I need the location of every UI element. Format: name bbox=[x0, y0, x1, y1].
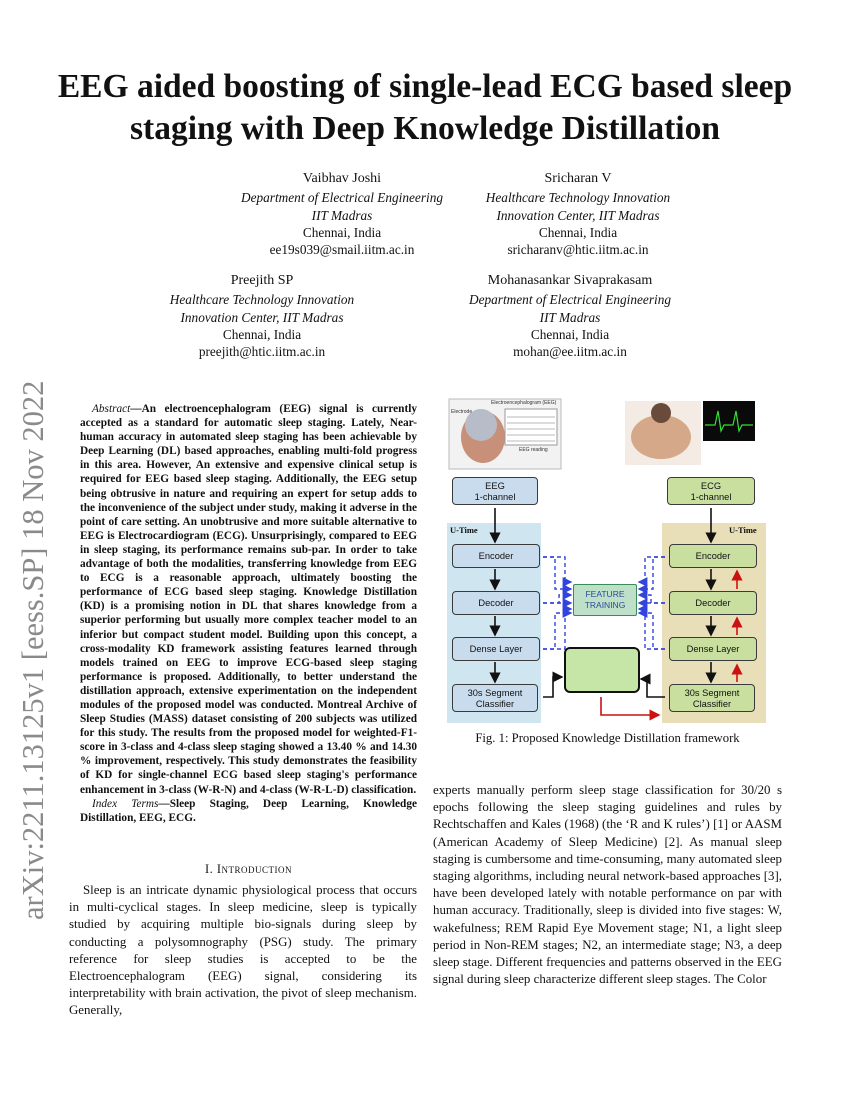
teacher-encoder: Encoder bbox=[452, 544, 540, 568]
author-location: Chennai, India bbox=[530, 326, 610, 342]
arrow bbox=[641, 679, 665, 697]
author-email: preejith@htic.iitm.ac.in bbox=[198, 344, 326, 360]
author-inst: IIT Madras bbox=[539, 309, 601, 325]
paper-title: EEG aided boosting of single-lead ECG based sleep staging with Deep Knowledge Distillation bbox=[57, 68, 793, 147]
arrow bbox=[543, 677, 562, 697]
student-dense-layer: Dense Layer bbox=[669, 637, 757, 661]
author-location: Chennai, India bbox=[222, 326, 302, 342]
author-3 bbox=[112, 272, 412, 360]
intro-text: Sleep is an intricate dynamic physiological process that occurs in multi-cyclical stages. In sleep medicine, sleep is typically studied by acquiring multiple bio-signals during sleep by conducting a polysomnography (PSG) study. The primary reference for sleep studies is accepted to be the Electroencephalogram (EEG) signal, considering its interpretability with brain activation, the pivot of sleep mechanism. Generally, bbox=[69, 883, 417, 1018]
abstract bbox=[80, 402, 417, 825]
student-decoder: Decoder bbox=[669, 591, 757, 615]
author-location: Chennai, India bbox=[302, 224, 382, 240]
author-email: sricharanv@htic.iitm.ac.in bbox=[507, 242, 649, 258]
author-dept: Department of Electrical Engineering bbox=[469, 292, 671, 308]
person-head-icon bbox=[651, 403, 671, 423]
author-name: Preejith SP bbox=[230, 273, 294, 288]
author-name: Sricharan V bbox=[544, 171, 612, 186]
eeg-input-box: EEG 1-channel bbox=[452, 477, 538, 505]
feature-training-box: FEATURE TRAINING bbox=[573, 584, 637, 616]
index-terms-label: Index Terms bbox=[92, 797, 159, 810]
teacher-dense-layer: Dense Layer bbox=[452, 637, 540, 661]
author-email: ee19s039@smail.iitm.ac.in bbox=[269, 242, 415, 258]
author-inst: Innovation Center, IIT Madras bbox=[496, 207, 660, 223]
author-inst: Innovation Center, IIT Madras bbox=[180, 309, 344, 325]
arxiv-stamp: arXiv:2211.13125v1 [eess.SP] 18 Nov 2022 bbox=[16, 380, 50, 920]
arrow bbox=[543, 613, 571, 649]
section-title: I. Introduction bbox=[205, 862, 292, 876]
index-terms-text: —Sleep Staging, Deep Learning, Knowledge Distillation, EEG, ECG. bbox=[80, 797, 417, 824]
author-2 bbox=[428, 170, 728, 258]
author-email: mohan@ee.iitm.ac.in bbox=[513, 344, 627, 360]
ecg-input-box: ECG 1-channel bbox=[667, 477, 755, 505]
arrow bbox=[639, 595, 665, 603]
author-name: Mohanasankar Sivaprakasam bbox=[487, 273, 653, 288]
arrow bbox=[639, 613, 665, 649]
arrow bbox=[639, 609, 665, 649]
utime-left-label: U-Time bbox=[450, 525, 478, 535]
eeg-monitor-icon bbox=[505, 409, 557, 445]
abstract-text: —An electroencephalogram (EEG) signal is currently accepted as a standard for automatic sleep staging. Lately, Near-human accuracy in automated sleep staging has been achievable by Deep Learning (DL) based approaches, enabling multi-fold progress in this area. However, An extensive and expensive clinical setup is required for EEG based sleep staging. Additionally, the EEG setup being obtrusive in nature and requiring an expert for setup adds to the inconvenience of the subject under study, making it adverse in the point of care setting. An unobtrusive and more suitable alternative to EEG is Electrocardiogram (ECG). Unsurprisingly, compared to EEG in sleep staging, its performance remains sub-par. In order to take advantage of both the modalities, transferring knowledge from EEG to ECG is a reasonable approach, ultimately boosting the performance of ECG based sleep staging. Knowledge Distillation (KD) is a promising notion in DL that shares knowledge from a superior performing but usually more complex teacher model to an inferior but compact student model. Building upon this concept, a cross-modality KD framework assisting features learned through models trained on EEG to improve ECG-based sleep staging performance is proposed. Additionally, to better understand the distillation approach, extensive experimentation on the independent modules of the proposed model was conducted. Montreal Archive of Sleep Studies (MASS) dataset consisting of 200 subjects was utilized for this study. The results from the proposed model for weighted-F1-score in 3-class and 4-class sleep staging showed a 13.40 % and 14.30 % improvement, respectively. This study demonstrates the feasibility of KD for single-channel ECG based sleep staging's performance enhancement in 3-class (W-R-N) and 4-class (W-R-L-D) classification. bbox=[80, 403, 417, 796]
teacher-classifier: 30s Segment Classifier bbox=[452, 684, 538, 712]
author-4 bbox=[420, 272, 720, 360]
author-location: Chennai, India bbox=[538, 224, 618, 240]
arrow bbox=[601, 697, 659, 715]
author-dept: Healthcare Technology Innovation bbox=[485, 190, 671, 206]
arrow bbox=[543, 609, 571, 649]
author-dept: Department of Electrical Engineering bbox=[241, 190, 443, 206]
right-text: experts manually perform sleep stage classification for 30/20 s epochs following the sleep staging guidelines and rules by Rechtschaffen and Kales (1968) (the ‘R and K rules’) [1] or AASM (American Academy of Sleep Medicine) [2]. As manual sleep staging is cumbersome and time-consuming, many automated sleep staging algorithms, including neural network-based approaches [3], have been developed lately with notable performance on par with human accuracy. Traditionally, sleep is divided into five stages: W, wakefulness; REM Rapid Eye Movement stage; N1, a light sleep period in Non-REM stages; N2, an intermediate stage; N3, a deep sleep stage. Different frequencies and patterns observed in the EEG signal during sleep characterize different sleep stages. The Color bbox=[433, 783, 782, 987]
photo-label-1: Electroencephalogram (EEG) bbox=[491, 400, 557, 406]
utime-right-label: U-Time bbox=[729, 525, 757, 535]
ecg-monitor-icon bbox=[703, 401, 755, 441]
student-classifier: 30s Segment Classifier bbox=[669, 684, 755, 712]
teacher-decoder: Decoder bbox=[452, 591, 540, 615]
author-inst: IIT Madras bbox=[311, 207, 373, 223]
arrow bbox=[639, 557, 665, 589]
section-heading bbox=[80, 862, 417, 877]
figure-1 bbox=[447, 397, 769, 725]
photo-label-3: EEG reading bbox=[519, 447, 548, 453]
arrow bbox=[543, 557, 571, 582]
author-name: Vaibhav Joshi bbox=[302, 171, 382, 186]
knowledge-transfer-block bbox=[564, 647, 640, 693]
arrow bbox=[639, 557, 665, 582]
photo-label-2: Electrode bbox=[451, 409, 473, 415]
intro-paragraph bbox=[69, 882, 417, 1020]
arrow bbox=[543, 557, 571, 589]
arrow bbox=[543, 595, 571, 603]
author-dept: Healthcare Technology Innovation bbox=[169, 292, 355, 308]
right-column-text bbox=[433, 782, 782, 988]
student-encoder: Encoder bbox=[669, 544, 757, 568]
figure-caption: Fig. 1: Proposed Knowledge Distillation framework bbox=[475, 731, 740, 745]
abstract-label: Abstract bbox=[92, 403, 131, 415]
